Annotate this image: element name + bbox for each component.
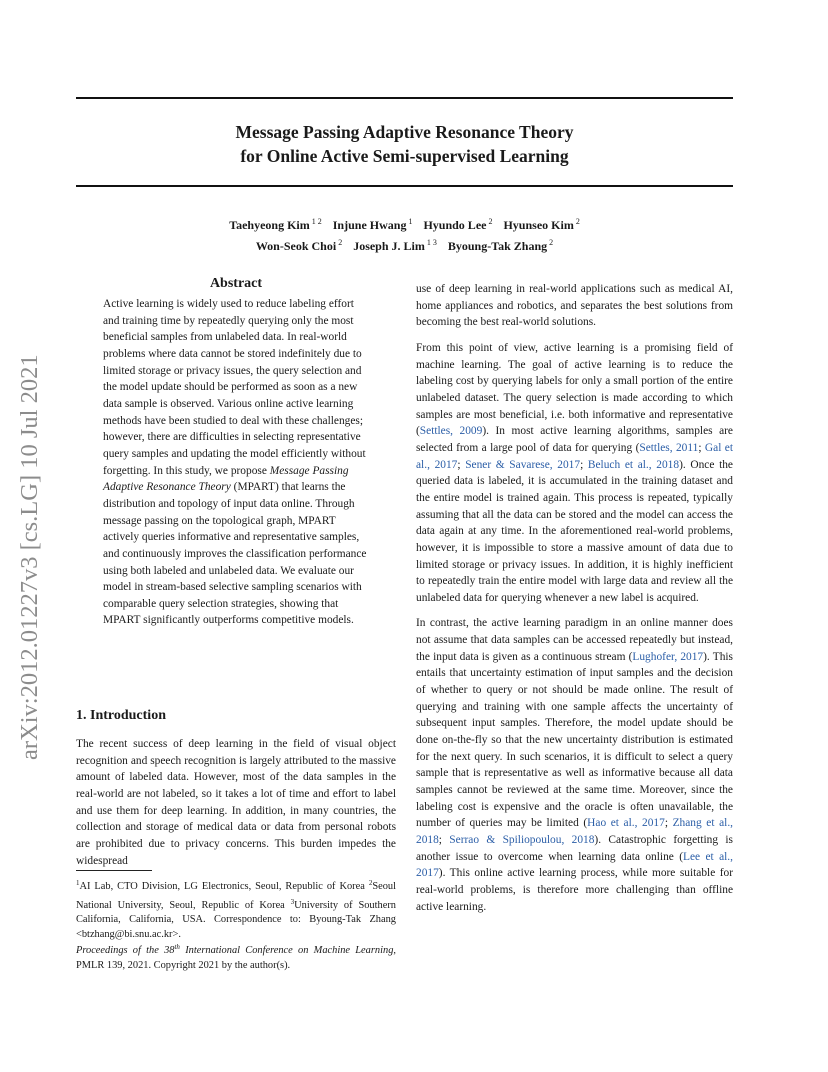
abstract-section (76, 274, 396, 629)
author: Byoung-Tak Zhang $^2$ (447, 238, 554, 253)
title-top-rule (76, 97, 733, 99)
author-affiliation: 1 (408, 217, 413, 226)
author-affiliation: 2 (338, 238, 343, 247)
author-affiliation: 1 3 (426, 238, 437, 247)
abstract-heading: Abstract (209, 276, 263, 291)
citation-link[interactable]: Settles, 2011 (639, 441, 699, 454)
author: Hyunseo Kim $^2$ (503, 217, 580, 232)
proceedings-note: Proceedings of the 38th International Conference on Machine Learning, PMLR 139, 2021. Copyright 2021 by the author(s). (76, 943, 396, 971)
affiliation-footnote: $^1$AI Lab, CTO Division, LG Electronics, Seoul, Republic of Korea $^2$Seoul National University, Seoul, Republic of Korea $^3$University of Southern California, California, USA. Correspondence to: Byoung-Tak Zhang <btzhang@bi.snu.ac.kr>. (76, 879, 396, 940)
author: Injune Hwang $^1$ (332, 217, 413, 232)
citation-link[interactable]: Sener & Savarese, 2017 (465, 458, 581, 471)
footnote-rule (76, 870, 152, 871)
author: Won-Seok Choi $^2$ (255, 238, 343, 253)
body-paragraph: From this point of view, active learning is a promising field of machine learning. The goal of active learning is to reduce the labeling cost by querying labels for only a small portion of the entire unlabeled dataset. The query selection is made according to which samples are most beneficial, i.e. both informative and representative (Settles, 2009). In most active learning algorithms, samples are selected from a large pool of data for querying (Settles, 2011; Gal et al., 2017; Sener & Savarese, 2017; Beluch et al., 2018). Once the queried data is labeled, it is accumulated in the training dataset and the entire model is trained again. This process is repeated, typically assuming that all the data can be stored and the model can access the data again at any time. In the aforementioned real-world problems, however, it is impossible to store a massive amount of data due to limited storage or privacy issues. In addition, it is highly inefficient to repeatedly train the entire model with large data and review all the unlabeled data for querying whenever a new label is acquired. (416, 341, 733, 604)
method-name: Message Passing Adaptive Resonance Theory (103, 464, 349, 494)
citation-link[interactable]: Beluch et al., 2018 (587, 458, 680, 471)
citation-link[interactable]: Zhang et al., 2018 (416, 817, 734, 846)
citation-link[interactable]: Lughofer, 2017 (632, 650, 704, 663)
right-column (416, 281, 733, 924)
author-list (76, 213, 733, 255)
body-paragraph: In contrast, the active learning paradigm in an online manner does not assume that data samples can be accessed repeatedly but instead, the input data is given as a continuous stream (Lughofer, 2017). This entails that uncertainty estimation of input samples and the decision of whether to query or not should be made online. The result of querying and training with one sample affects the uncertainty of subsequent input samples. Therefore, the model update should be done on-the-fly so that the new uncertainty distribution is estimated for the next query. In such scenarios, it is difficult to select a query sample that is representative as well as informative because all data samples cannot be reviewed at the same time. Moreover, since the labeling cost is expensive and the oracle is often unavailable, the number of queries may be limited (Hao et al., 2017; Zhang et al., 2018; Serrao & Spiliopoulou, 2018). Catastrophic forgetting is another issue to overcome when learning data online (Lee et al., 2017). This online active learning process, while more suitable for real-world problems, is therefore more challenging than offline active learning. (416, 617, 734, 913)
citation-link[interactable]: Settles, 2009 (419, 425, 483, 438)
author: Joseph J. Lim $^{1 3}$ (353, 238, 437, 253)
title-bottom-rule (76, 185, 733, 187)
citation-link[interactable]: Hao et al., 2017 (587, 817, 665, 830)
title-line-1: Message Passing Adaptive Resonance Theory (235, 122, 574, 142)
title-line-2: for Online Active Semi-supervised Learning (240, 146, 569, 166)
paper-title (76, 120, 733, 168)
arxiv-identifier: arXiv:2012.01227v3 [cs.LG] 10 Jul 2021 (16, 354, 43, 760)
citation-link[interactable]: Serrao & Spiliopoulou, 2018 (449, 834, 595, 846)
abstract-text: Active learning is widely used to reduce labeling effort and training time by repeatedly querying only the most beneficial samples from unlabeled data. In real-world problems where data cannot be stored indefinitely due to limited storage or privacy issues, the query selection and the model update should be performed as soon as a new data sample is observed. Various online active learning methods have been studied to deal with these challenges; however, there are difficulties in selecting representative query samples and updating the model efficiently without forgetting. In this study, we propose Message Passing Adaptive Resonance Theory (MPART) that learns the distribution and topology of input data online. Through message passing on the topological graph, MPART actively queries informative and representative samples, and continuously improves the classification performance using both labeled and unlabeled data. We evaluate our model in stream-based selective sampling scenarios with comparable query selection strategies, showing that MPART significantly outperforms competitive models. (103, 298, 367, 627)
author: Taehyeong Kim $^{1 2}$ (229, 217, 322, 232)
author-row-1 (76, 213, 733, 234)
introduction-paragraph: The recent success of deep learning in the field of visual object recognition and speech recognition is largely attributed to the massive amount of labeled data. However, most of the data samples in the real-world are not labeled, so it takes a lot of time and effort to label and use them for deep learning. In addition, in many countries, the collection and storage of medical data or data from personal robots are prohibited due to privacy concerns. This burden impedes the widespread (76, 738, 396, 867)
author-affiliation: 1 2 (311, 217, 322, 226)
author-affiliation: 2 (575, 217, 580, 226)
citation-link[interactable]: Lee et al., 2017 (416, 850, 733, 880)
author-row-2 (76, 234, 733, 255)
citation-link[interactable]: Gal et al., 2017 (416, 441, 733, 471)
section-heading-introduction: 1. Introduction (76, 708, 166, 723)
body-paragraph: use of deep learning in real-world applications such as medical AI, home appliances and robotics, and separates the best solutions from becoming the best real-world solutions. (416, 283, 733, 329)
author: Hyundo Lee $^2$ (423, 217, 493, 232)
author-affiliation: 2 (488, 217, 493, 226)
author-affiliation: 2 (549, 238, 554, 247)
